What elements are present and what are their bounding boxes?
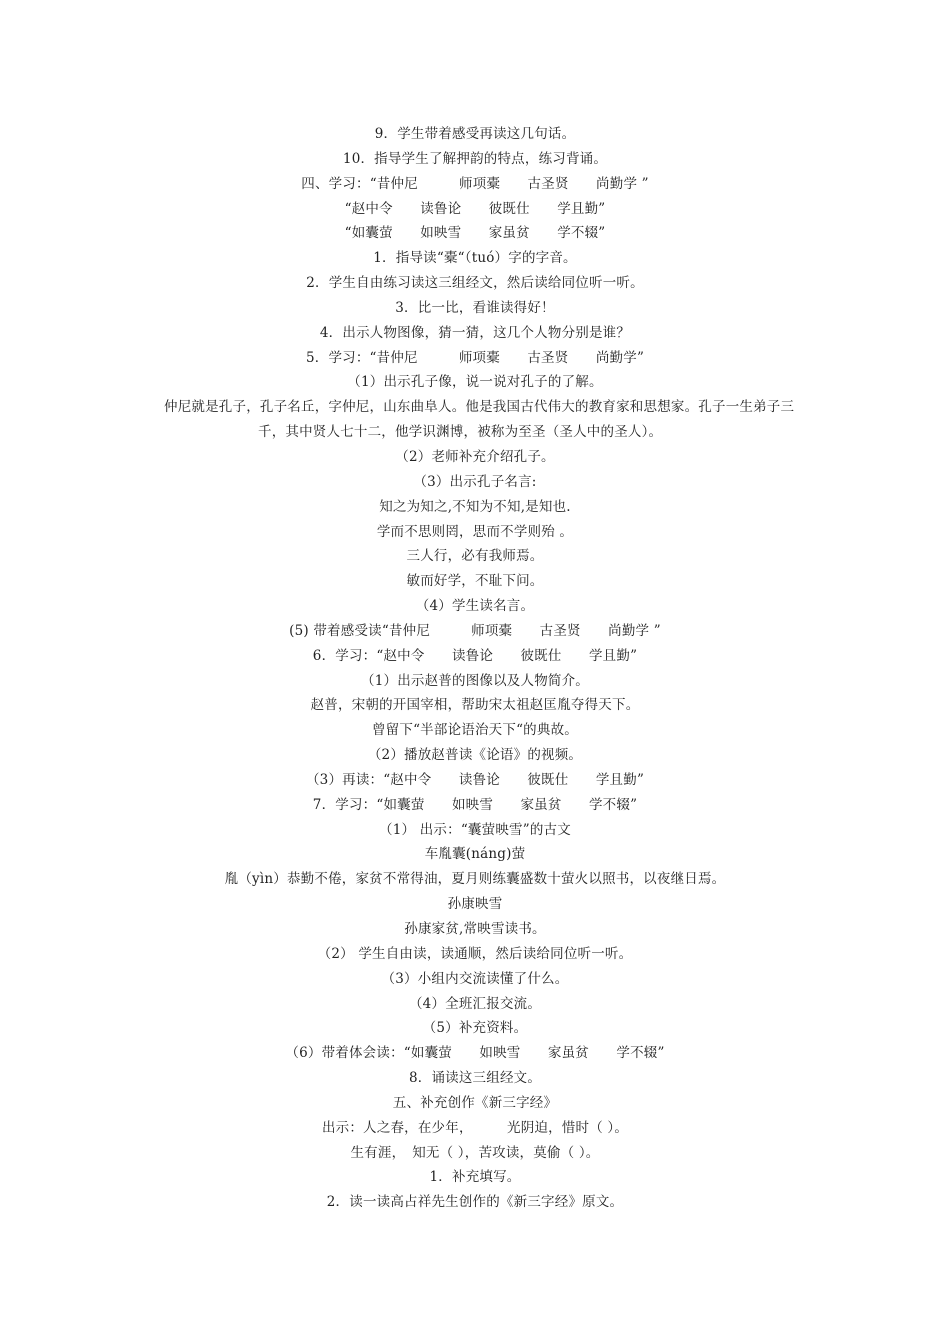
text-line: 10．指导学生了解押韵的特点，练习背诵。 bbox=[342, 150, 608, 167]
text-line: 9．学生带着感受再读这几句话。 bbox=[374, 126, 576, 142]
text-line: （3）再读：“赵中令 读鲁论 彼既仕 学且勤” bbox=[305, 771, 645, 788]
quote-line: 胤（yìn）恭勤不倦，家贫不常得油，夏月则练囊盛数十萤火以照书，以夜继日焉。 bbox=[224, 871, 726, 888]
text-line: (5) 带着感受读“昔仲尼 师项橐 古圣贤 尚勤学 ” bbox=[289, 622, 661, 639]
text-line: 1．指导读“橐“（tuó）字的字音。 bbox=[373, 250, 577, 267]
quote-line: 敏而好学，不耻下问。 bbox=[406, 573, 544, 590]
text-line: （1） 出示：“囊萤映雪”的古文 bbox=[379, 821, 571, 838]
text-line: 7．学习：“如囊萤 如映雪 家虽贫 学不辍” bbox=[312, 796, 638, 813]
quote-title: 车胤囊(náng)萤 bbox=[424, 846, 526, 863]
quote-line: 三人行，必有我师焉。 bbox=[406, 548, 544, 565]
text-line: 5．学习：“昔仲尼 师项橐 古圣贤 尚勤学” bbox=[305, 349, 645, 366]
quote-line: 孙康家贫,常映雪读书。 bbox=[404, 921, 546, 937]
text-line: （1）出示孔子像，说一说对孔子的了解。 bbox=[347, 374, 603, 391]
text-line: 8．诵读这三组经文。 bbox=[408, 1070, 542, 1087]
paragraph-line: 仲尼就是孔子，孔子名丘，字仲尼，山东曲阜人。他是我国古代伟大的教育家和思想家。孔子一生弟子三 bbox=[164, 399, 795, 416]
text-line: 3．比一比，看谁读得好！ bbox=[395, 299, 555, 316]
text-line: 2．学生自由练习读这三组经文，然后读给同位听一听。 bbox=[306, 275, 644, 292]
document-page bbox=[0, 122, 950, 1215]
text-line: 1．补充填写。 bbox=[429, 1169, 521, 1186]
quote-line: 知之为知之,不知为不知,是知也. bbox=[379, 498, 571, 515]
text-line: （3）小组内交流读懂了什么。 bbox=[381, 970, 569, 987]
quote-title: 孙康映雪 bbox=[447, 896, 503, 913]
text-line: 出示：人之春，在少年， 光阴迫，惜时（ ）。 bbox=[321, 1119, 629, 1136]
text-line: （4）学生读名言。 bbox=[415, 598, 535, 615]
text-line: （2）播放赵普读《论语》的视频。 bbox=[367, 747, 583, 764]
text-line: 2．读一读高占祥先生创作的《新三字经》原文。 bbox=[326, 1194, 624, 1211]
text-line: 4．出示人物图像，猜一猜，这几个人物分别是谁？ bbox=[319, 324, 631, 341]
section-heading: 五、补充创作《新三字经》 bbox=[392, 1094, 558, 1111]
text-line: “如囊萤 如映雪 家虽贫 学不辍” bbox=[344, 225, 606, 242]
paragraph-line: 千，其中贤人七十二，他学识渊博，被称为至圣（圣人中的圣人）。 bbox=[258, 424, 663, 441]
text-line: 赵普，宋朝的开国宰相，帮助宋太祖赵匡胤夺得天下。 bbox=[310, 697, 640, 714]
text-line: 曾留下“半部论语治天下“的典故。 bbox=[371, 722, 578, 739]
text-line: （4）全班汇报交流。 bbox=[408, 995, 542, 1012]
text-line: （5）补充资料。 bbox=[422, 1020, 528, 1037]
text-line: （2） 学生自由读，读通顺，然后读给同位听一听。 bbox=[317, 945, 633, 962]
text-line: 生有涯， 知无（ ），苦攻读，莫偷（ ）。 bbox=[350, 1144, 600, 1161]
text-line: （3）出示孔子名言: bbox=[413, 473, 537, 490]
section-heading: 四、学习：“昔仲尼 师项橐 古圣贤 尚勤学 ” bbox=[301, 175, 649, 192]
text-line: （1）出示赵普的图像以及人物简介。 bbox=[361, 672, 589, 689]
text-line: “赵中令 读鲁论 彼既仕 学且勤” bbox=[344, 200, 606, 217]
text-line: 6．学习：“赵中令 读鲁论 彼既仕 学且勤” bbox=[312, 647, 638, 664]
quote-line: 学而不思则罔，思而不学则殆 。 bbox=[376, 523, 574, 540]
text-line: （2）老师补充介绍孔子。 bbox=[395, 448, 555, 465]
text-line: （6）带着体会读：“如囊萤 如映雪 家虽贫 学不辍” bbox=[285, 1045, 665, 1062]
